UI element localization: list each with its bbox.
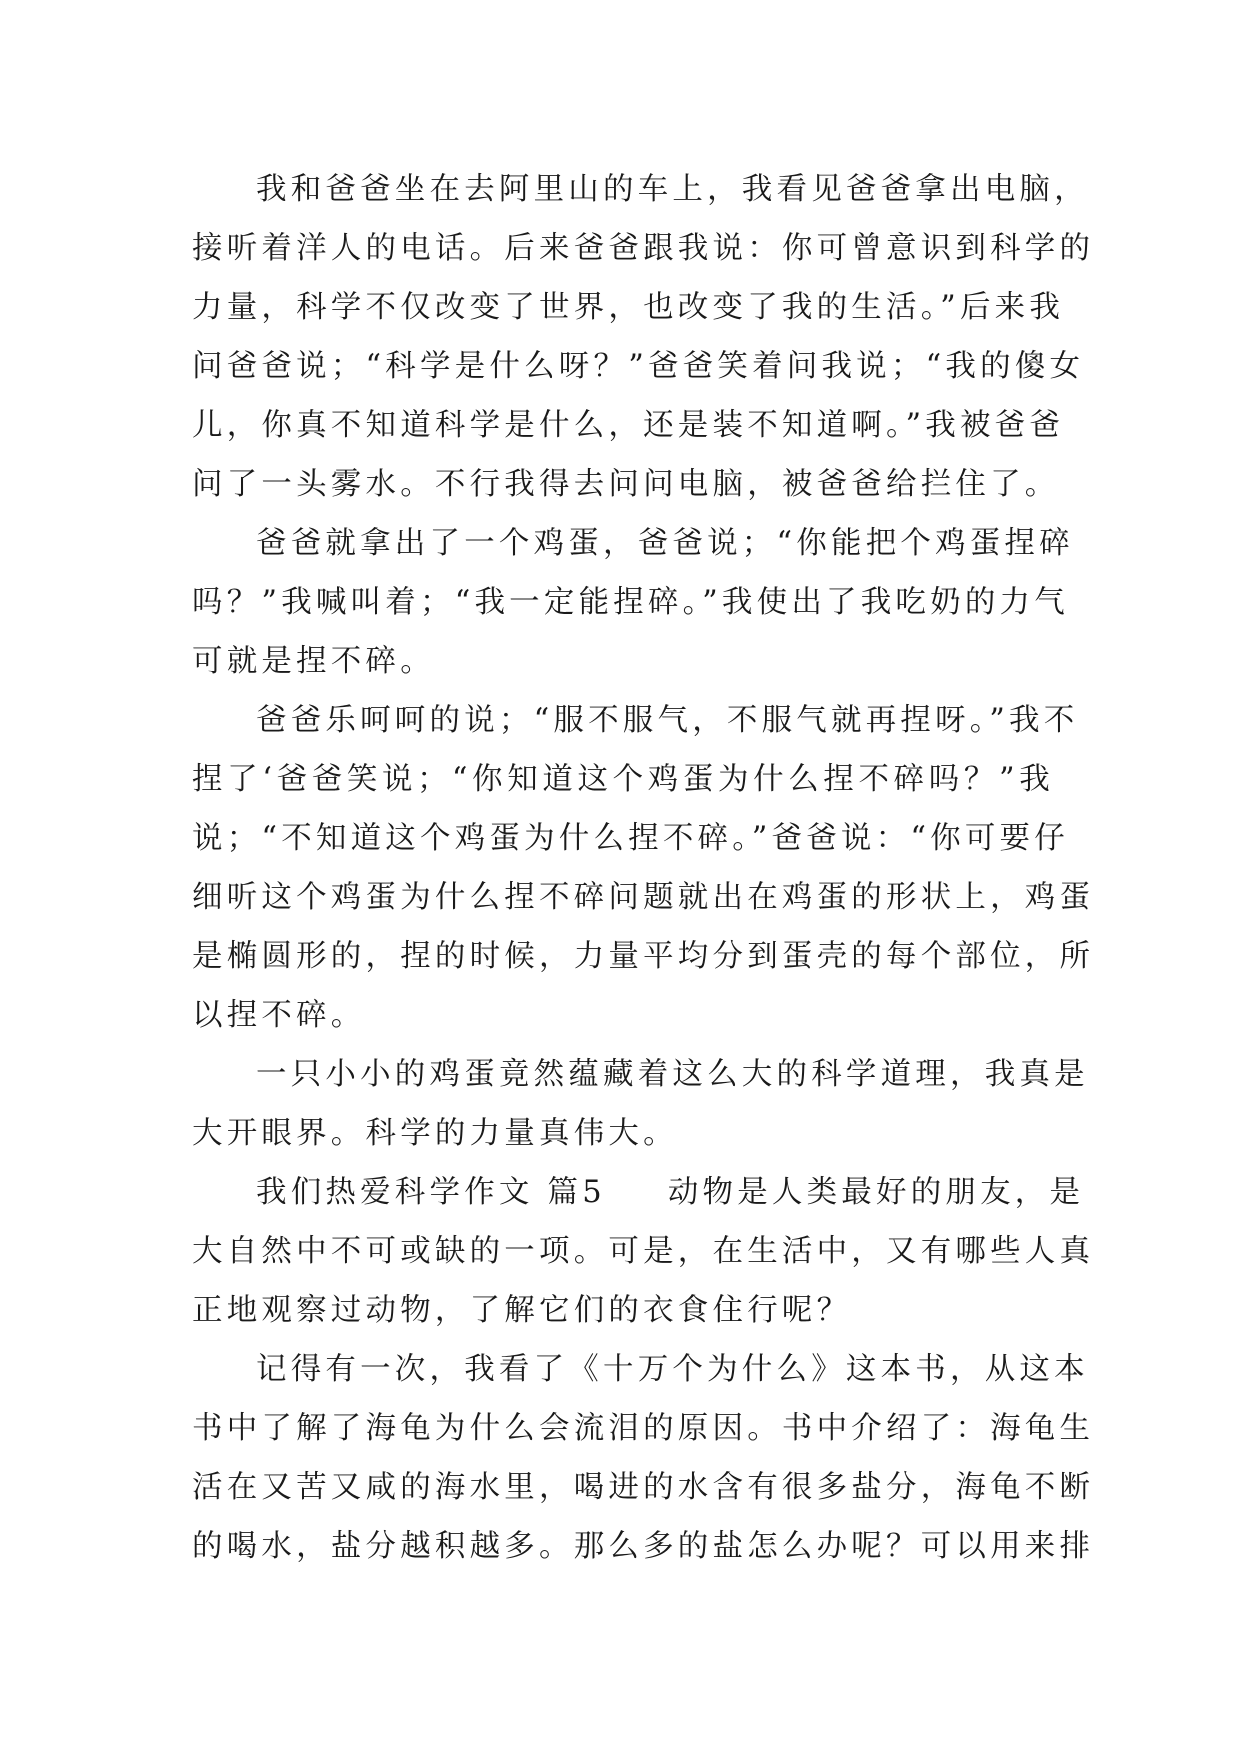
text-line: 问爸爸说；“科学是什么呀？”爸爸笑着问我说；“我的傻女 [192,349,1085,384]
essay-heading: 我们热爱科学作文 篇5 [256,1175,606,1210]
text-fragment: 动物是人类最好的朋友，是 [667,1175,1085,1210]
text-line: 说；“不知道这个鸡蛋为什么捏不碎。”爸爸说：“你可要仔 [192,821,1069,856]
text-line: 一只小小的鸡蛋竟然蕴藏着这么大的科学道理，我真是 [256,1057,1089,1092]
text-line: 以捏不碎。 [192,998,366,1033]
text-line: 的喝水，盐分越积越多。那么多的盐怎么办呢？可以用来排 [192,1529,1095,1564]
text-line: 正地观察过动物，了解它们的衣食住行呢？ [192,1293,852,1328]
text-line: 书中了解了海龟为什么会流泪的原因。书中介绍了：海龟生 [192,1411,1095,1446]
text-line: 爸爸乐呵呵的说；“服不服气，不服气就再捏呀。”我不 [256,703,1079,738]
text-line: 吗？”我喊叫着；“我一定能捏碎。”我使出了我吃奶的力气 [192,585,1069,620]
text-line: 问了一头雾水。不行我得去问问电脑，被爸爸给拦住了。 [192,467,1060,502]
text-line: 可就是捏不碎。 [192,644,435,679]
text-line: 儿，你真不知道科学是什么，还是装不知道啊。”我被爸爸 [192,408,1065,443]
text-line: 大开眼界。科学的力量真伟大。 [192,1116,678,1151]
text-line: 是椭圆形的，捏的时候，力量平均分到蛋壳的每个部位，所 [192,939,1095,974]
text-line: 爸爸就拿出了一个鸡蛋，爸爸说；“你能把个鸡蛋捏碎 [256,526,1074,561]
text-line: 捏了‘爸爸笑说；“你知道这个鸡蛋为什么捏不碎吗？”我 [192,762,1054,797]
text-line: 力量，科学不仅改变了世界，也改变了我的生活。”后来我 [192,290,1065,325]
text-line: 细听这个鸡蛋为什么捏不碎问题就出在鸡蛋的形状上，鸡蛋 [192,880,1095,915]
text-line: 接听着洋人的电话。后来爸爸跟我说：你可曾意识到科学的 [192,231,1095,266]
text-line: 大自然中不可或缺的一项。可是，在生活中，又有哪些人真 [192,1234,1095,1269]
text-line: 记得有一次，我看了《十万个为什么》这本书，从这本 [256,1352,1089,1387]
text-line: 活在又苦又咸的海水里，喝进的水含有很多盐分，海龟不断 [192,1470,1095,1505]
body-text [192,160,1095,1576]
text-line: 我和爸爸坐在去阿里山的车上，我看见爸爸拿出电脑， [256,172,1089,207]
text-line [192,1163,1085,1222]
